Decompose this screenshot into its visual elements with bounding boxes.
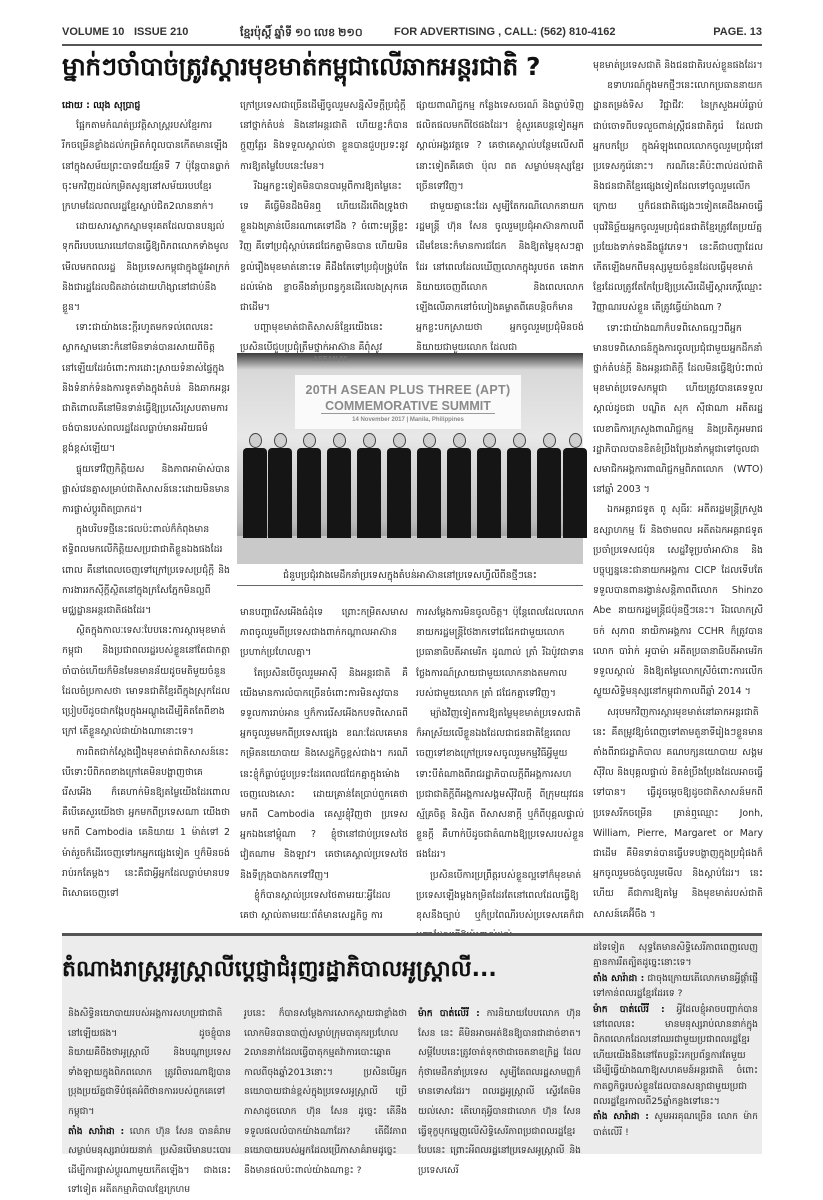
interview-text: លោក ហ៊ុន សែន បានគំរាមសម្លាប់មនុស្សរាប់រយនាក់ ប្រសិនបើមានបះបោរដើម្បីការផ្លាស់ប្ដូរណាមួយកើតឡើង។ ជាងនេះទៅទៀត អតីតកម្មាភិបាលខ្មែរក្រហម — [68, 1125, 231, 1196]
leader-figure — [447, 433, 471, 538]
speaker-name: ម៉ាក បាត់លើរី : — [593, 1003, 665, 1015]
volume-label: VOLUME 10 — [62, 26, 125, 38]
leader-figure — [537, 433, 561, 538]
interview-paragraph — [593, 971, 758, 1002]
paragraph: ឧទាហរណ៍ក្នុងមកថ្មីៗនេះលោកប្រធាននាយកដ្ឋានតម្រង់ទិស វិជ្ជាជីវៈ នៃក្រសួងអប់រំធ្លាប់ជាប់ចោទពីបទលួចពាន់ស្ត្រីជនជាតិកូរ៉េ ដែលជាអ្នកបកប្រែ ក្នុងអំឡុងពេលលោកចូលរួមប្រជុំនៅប្រទេសកូរ៉េនោះ។ ករណីនេះគឺប៉ះពាល់ដល់ជាតិ និងជនជាតិខ្មែរផ្សេងទៀតដែលទៅចូលរួមលើកក្រោយ ឬក៏ជនជាតិផ្សេងៗទៀតគេដឹងអាចធ្វើបុរេវិនិច្ឆ័យអ្នកចូលរួមប្រជុំជនជាតិខ្មែរត្រូវតែប្រយ័ត្នប្រយែងទាក់ទងនឹងផ្លូវភេទ។ នេះគឺជាបញ្ហាដែលកើតឡើងមកពីមនុស្សមួយចំនួនដែលធ្វើមុខមាត់ខ្មែរដែលត្រូវតែកែប្រែឱ្យប្រសើរដើម្បីស្ដារកេរ្ដិ៍ឈ្មោះវិញ្ញាណរបស់ខ្លួន តើត្រូវធ្វើយ៉ាងណា ? — [593, 80, 763, 314]
leader-figure — [243, 433, 267, 538]
interview-paragraph — [593, 1002, 758, 1110]
interview-paragraph — [68, 1004, 231, 1122]
khmer-issue-label: ខ្មែរប៉ុស្ដិ៍ ឆ្នាំទី ១០ លេខ ២១០ — [240, 27, 363, 39]
paragraph: ស្ថិតក្នុងកាលៈទេសៈបែបនេះការស្ដារមុខមាត់កម្ពុជា និងប្រជាពលរដ្ឋរបស់ខ្លួននៅតែជាកត្តាចាំបាច់ហើយក៏មិនមែនមានន័យដូចមតិមួយចំនួនដែលចំប្រកាសថា មោទនជាតិខ្មែរពីក្នុងស្រុកដែលប្រៀបបីដូចជាកង្កែបក្នុងអណ្ដូងដើម្បីគិតតែពីខាងក្រៅ តើខ្លួនស្គាល់ជាយ៉ាងណានោះទេ។ — [62, 625, 230, 738]
interview-headline: តំណាងរាស្ត្រអូស្ត្រាលីប្ដេជ្ញាជំរុញរដ្ឋាភិបាលអូស្ត្រាលី... — [62, 957, 497, 982]
leader-figure — [268, 433, 292, 538]
paragraph: រីឯអ្នកខ្លះទៀតមិនបានបារម្ភពីការឱ្យតម្លៃនេះទេ គឺធ្វើមិនដឹងមិនឮ ហើយដើរពើងទ្រូងថា ខ្លួនឯងគ្រាន់បើនរណាគេទៅដឹង ? ចំពោះមន្ត្រីខ្លះវិញ គឺទៅប្រជុំស្ដាប់គេជជែកគ្នាមិនបាន ហើយមិនខ្វល់រឿងមុខមាត់នោះទេ គឺដឹងតែទៅប្រជុំបង្គ្រប់តែដល់ម៉ោង ខ្លាចនឹងនាំប្រពន្ធកូនដើរលេងស្រុកគេជាដើម។ — [240, 180, 408, 314]
interview-column-3 — [418, 1004, 582, 1176]
paragraph: សរុបមកវិញការស្ដារមុខមាត់នៅឆាកអន្តរជាតិនេះ គឺតម្រូវឱ្យចំពេញទៅតាមតួនាទីរៀងៗខ្លួនមានតាំងពីរាជរដ្ឋាភិបាល គណបក្សនយោបាយ សង្គមស៊ីវិល និងបុគ្គលផ្ទាល់ ខិតខំប្រឹងប្រែងដែលអាចធ្វើទៅបាន។ ធ្វើដូចម្ដេចឱ្យដូចជាតិសាសន៍មកពីប្រទេសរីកចម្រើន គ្រាន់ឮឈ្មោះ Jonh, William, Pierre, Margaret or Mary ជាដើម គឺមិនទាន់បានធ្វើបទបង្ហាញក្នុងប្រជុំផងក៏អ្នកចូលរួមចង់ចូលរួមមើល និងស្ដាប់ដែរ។ នេះហើយ គឺជាការឱ្យតម្លៃ និងមុខមាត់របស់ជាតិសាសន៍គេអ៊ីចឹង ។ — [593, 706, 763, 920]
paragraph: ផ្អែកតាមកំណត់ប្រវត្តិសាស្ត្ររបស់ខ្មែរការរីកចម្រើនខ្លាំងដល់កម្រិតកំពូលបានកើតមានឡើងនៅក្នុងសម័យព្រះបាទជ័យវរ្ម័នទី 7 ប៉ុន្តែបានធ្លាក់ចុះមកវិញដល់កម្រិតសូន្យនៅសម័យរបបខ្មែរក្រហមដែលពលរដ្ឋខ្មែរស្លាប់ជិត2លាននាក់។ — [62, 120, 230, 213]
article-column-2-top — [240, 96, 408, 352]
speaker-name: តាំង សារ៉ាដា : — [593, 972, 645, 984]
paragraph: តែប្រសិនបើចូលរួមអាស៊ី និងអន្តរជាតិ គឺយើងមានការលំបាកច្រើនចំពោះការមិនសូវបានទទួលការរាប់អាន ឬក៏ការរើសអើងកបទពិសោធពីអ្នកចូលរួមមកពីប្រទេសផ្សេង ខណៈដែលគេមានកម្រិតនយោបាយ និងសេដ្ឋកិច្ចខ្ពស់ជាង។ ករណីនេះខ្ញុំក៏ធ្លាប់ជួបប្រទះដែរពេលជជែកគ្នាក្នុងម៉ោងចេញលេងសោះ ដោយគ្រាន់តែប្រាប់ពួកគេថាមកពី Cambodia គេសួរខ្ញុំវិញថា ប្រទេសអ្នកឯងនៅម្ដុំណា ? ខ្ញុំថានៅជាប់ប្រទេសថៃ វៀតណាម និងឡាវ។ គេថាគេស្គាល់ប្រទេសថៃ និងទីក្រុងបាងកកទៅវិញ។ — [240, 667, 408, 881]
interview-column-2 — [244, 1004, 407, 1176]
issue-label: ISSUE 210 — [134, 26, 189, 38]
byline: ដោយ : ឈុង សុប្រាជ្ញ — [62, 100, 141, 111]
paragraph: ទោះជាយ៉ាងណាក៏បទពិសោធល្អៗពីអ្នកមានបទពិសោធន៍ក្នុងការចូលប្រជុំជាមួយអ្នកដឹកនាំថ្នាក់តំបន់ក្ដី និងអន្តរជាតិក្ដី ដែលមិនធ្វើឱ្យប៉ះពាល់មុខមាត់ប្រទេសកម្ពុជា ហើយត្រូវបានគេទទួលស្គាល់ដូចជា បណ្ឌិត សុក ស៊ីផាណា អតីតរដ្ឋលេខាធិការក្រសួងពាណិជ្ជកម្ម និងប្រតិភូអមរាជរដ្ឋាភិបាលបានខិតខំប្រឹងប្រែងនាំកម្ពុជាទៅចូលជាសមាជិកអង្គការពាណិជ្ជកម្មពិភពលោក (WTO) នៅឆ្នាំ 2003 ។ — [593, 322, 763, 496]
leader-figure — [507, 433, 531, 538]
paragraph: ប្រសិនបើការប្រព្រឹត្តរបស់ខ្លួនល្អទៅក៏មុខមាត់ប្រទេសឡើងម្ដងកម្រិតដែរតែនៅពេលដែលធ្វើឱ្យខុសនឹងច្បាប់ ឬក៏ប្រពៃណីរបស់ប្រទេសគេក៏ជា — [416, 869, 584, 922]
interview-paragraph — [68, 1122, 231, 1200]
interview-text: រូបនេះ ក៏បានសម្ដែងការសោកស្ដាយជាខ្លាំងថាលោកមិនបានបាញ់សម្លាប់ក្រុមបាតុករប្រហែល 2លាននាក់ដែលធ្វើបាតុកម្មតវ៉ាការបោះឆ្នោតកាលពីចុងឆ្នាំ2013នោះ។ ប្រសិនបើអ្នកនយោបាយជាន់ខ្ពស់ក្នុងប្រទេសអូស្ត្រាលី ប្រើភាសាដូចលោក ហ៊ុន សែន ដូច្នេះ តើនឹងទទួលផលលំបាកយ៉ាងណាដែរ? តើជីវភាពនយោបាយរបស់អ្នកដែលប្រើភាសាគំរាមដូច្នេះនឹងមានផលប៉ះពាល់យ៉ាងណាខ្លះ ? — [244, 1008, 407, 1176]
paragraph: ក្នុងបរិបទថ្មីនេះផលប៉ះពាល់ក៏កំពុងមានឥទ្ធិពលមកលើកិត្តិយសប្រជាជាតិខ្លួនឯងផងដែរពោល គឺនៅពេលចេញទៅក្រៅប្រទេសប្រជុំក្ដី និងការងាររកស៊ីក្ដីស្ថិតនៅក្នុងក្រសែភ្នែកមិនល្អពីមជ្ឈដ្ឋានអន្តរជាតិផងដែរ។ — [62, 524, 230, 617]
article-column-1 — [62, 96, 230, 901]
interview-text: ដទៃទៀត សុទ្ធតែមានសិទ្ធិសេរីភាពពេញលេញគ្មានការរឹតត្បិតដូច្នេះនោះទេ។ — [593, 942, 758, 969]
paragraph: ក្រៅប្រទេសជាច្រើនដើម្បីចូលរួមសន្និសីទក្ដីប្រជុំក្ដីនៅថ្នាក់តំបន់ និងនៅអន្តរជាតិ ហើយខ្លះក៏បានក្ដួញតែ្អរ និងទទួលស្គាល់ថា ខ្លួនបានជួបប្រទះនូវការឱ្យតម្លៃបែបនេះមែន។ — [240, 100, 408, 172]
interview-column-1 — [68, 1004, 231, 1196]
speaker-name: តាំង សារ៉ាដា : — [68, 1125, 125, 1137]
interview-paragraph — [244, 1004, 407, 1180]
paragraph: បញ្ហាមុខមាត់ជាតិសាសន៍ខ្មែរយើងនេះប្រសិនបើជួបប្រជុំត្រឹមថ្នាក់អាស៊ាន គឺពុំសូវ — [240, 322, 383, 354]
leader-figure — [417, 433, 441, 538]
interview-text: អ្វីដែលខ្ញុំអាចបញ្ជាក់បាននៅពេលនេះ មានមនុស្សរាប់លាននាក់ក្នុងពិភពលោកដែលនៅឈរជាមួយប្រជាពលរដ្ឋខ្មែរ ហើយយើងនឹងនៅតែបន្តរិះរកប្រព័ន្ធការតែមួយដើម្បីធ្វើយ៉ាងណាឱ្យសហគមន៍អន្តរជាតិ ចំពោះកាតព្វកិច្ចរបស់ខ្លួនដែលបានសន្យាជាមួយប្រជាពលរដ្ឋខ្មែរកាលពី25ឆ្នាំកន្លងទៅនេះ។ — [593, 1003, 759, 1108]
masthead — [62, 24, 762, 42]
paragraph: ដោយសារស្លាកស្នាមទុរគតដែលបានបន្សល់ទុកពីរបបឃោរឃៅបានធ្វើឱ្យពិភពលោកទាំងមូលមើលមកពលរដ្ឋ និងប្រទេសកម្ពុជាក្នុងផ្លូវអាក្រក់ និងជារដ្ឋដែលជិតដាច់ដោយហិង្សានៅជាប់នឹងខ្លួន។ — [62, 221, 230, 314]
paragraph: ផ្ទុយទៅវិញកិត្តិយស និងភាពអាម៉ាស់បានផ្លាស់វេនគ្នាសម្រាប់ជាតិសាសន៍នេះដោយមិនមានការផ្លាស់ប្ដូរពិតប្រាកដ។ — [62, 463, 230, 516]
banner-line-2: COMMEMORATIVE SUMMIT — [321, 399, 495, 414]
interview-text: សូមអរគុណច្រើន លោក ម៉ាក បាត់លើរី ! — [593, 1111, 758, 1138]
leader-figure — [297, 433, 321, 538]
interview-paragraph — [593, 1109, 758, 1140]
article-column-4 — [593, 56, 763, 920]
article-column-2-bottom — [240, 603, 408, 922]
paragraph: ជាមួយគ្នានេះដែរ សូម្បីតែករណីលោកនាយករដ្ឋមន្ត្រី ហ៊ុន សែន ចូលរួមប្រជុំអាស៊ានកាលពីដើមខែនេះក៏មានការជជែក និងឱ្យតម្លៃខុសៗគ្នាដែរ នៅពេលដែលឃើញលោកក្នុងរូបថត គេងាកនិយាយចេញពីលោក និងពេលលោកឡើងលើឆាកនៅចំហៀងគម្លាតពីគេបន្តិចក៏មានអ្នកខ្លះបកស្រាយថា អ្នកចូលរួមប្រជុំមិនចង់និយាយជាមួយលោក ដែលជា — [416, 201, 584, 354]
paragraph: ទោះជាយ៉ាងនេះក្ដីរហូតមកទល់ពេលនេះស្លាកស្នាមនោះក៏នៅមិនទាន់បានរសាយពីចិត្តនៅឡើយដែរចំពោះការដោះស្រាយទំនាស់ផ្ទៃក្នុង និងទំនាក់ទំនងការទូតទាំងក្នុងតំបន់ និងឆាកអន្តរជាតិពោលគឺនៅមិនទាន់ធ្វើឱ្យប្រសើរស្របតាមការចង់បានរបស់ពលរដ្ឋដែលធ្លាប់មានអរិយធម៌ខ្ពង់ខ្ពស់ឡើយ។ — [62, 322, 230, 455]
interview-text: ការនិយាយបែបលោក ហ៊ុន សែន នេះ គឺមិនអាចអត់ឱនឱ្យបានជាដាច់ខាត។ សម្ដីបែបនេះត្រូវចាត់ទុកថាជាចេតនាឧក្រិដ្ឋ ដែលកុំថាមេដឹកនាំប្រទេស សូម្បីតែពលរដ្ឋសាមញ្ញក៏មានទោសដែរ។ ពលរដ្ឋអូស្ត្រាលី ស្ទើរតែមិនយល់សោះ តើហេតុអ្វីបានជាលោក ហ៊ុន សែន ធ្វើទុក្ខបុកម្នេញលើសិទ្ធិសេរីភាពប្រជាពលរដ្ឋខ្មែរបែបនេះ ព្រោះអីពលរដ្ឋនៅប្រទេសអូស្ត្រាលី និងប្រទេសសេរី — [418, 1008, 582, 1176]
paragraph: ឯកអគ្គរាជទូត ពូ សុធីរៈ អតីតរដ្ឋមន្ត្រីក្រសួងឧស្សាហកម្ម រ៉ែ និងថាមពល អតីតឯកអគ្គរាជទូតប្រចាំប្រទេសជប៉ុន សេដ្ឋវិទូប្រចាំអាស៊ាន និងបច្ចុប្បន្ននេះជានាយកអង្គការ CICP ដែលទើបតែទទួលបានពានរង្វាន់សន្តិភាពពីលោក Shinzo Abe នាយករដ្ឋមន្ត្រីជប៉ុនថ្មីៗនេះ។ រីឯលោកស្រី ចក់ សុភាព នាយិកាអង្គការ CCHR ក៏ត្រូវបានលោក បារ៉ាក់ អូបាម៉ា អតីតប្រធានាធិបតីអាមេរិកទទួលស្គាល់ និងឱ្យតម្លៃលោកស្រីចំពោះការលើកស្ទួយសិទ្ធិមនុស្សនៅកម្ពុជាកាលពីឆ្នាំ 2014 ។ — [593, 504, 763, 698]
speaker-name: ម៉ាក បាត់លើរី : — [418, 1008, 480, 1019]
summit-banner — [295, 375, 521, 429]
leader-figure — [327, 433, 351, 538]
interview-column-4 — [593, 940, 758, 1152]
interview-paragraph — [418, 1004, 581, 1180]
paragraph: ខ្ញុំក៏បានស្គាល់ប្រទេសថៃតាមរយៈអ្វីដែលគេថា ស្គាល់តាមរយៈព័ត៌មានសេដ្ឋកិច្ច ការ — [240, 889, 391, 922]
article-column-3-top — [416, 96, 584, 352]
leader-figure — [563, 433, 587, 538]
leader-figure — [477, 433, 501, 538]
interview-text: និងសិទ្ធិនយោបាយរបស់អង្គការសហប្រជាជាតិនៅឡើយផង។ ដូចខ្ញុំបាននិយាយគឺចឹងថាអូស្ត្រាលី និងបណ្ដាប្រទេសទាំងឡាយក្នុងពិភពលោក ត្រូវពិចារណាឱ្យបានប្រុងប្រយ័ត្នជាទីបំផុតអំពីថានការរបស់ពួកគេទៅកម្ពុជា។ — [68, 1008, 231, 1117]
paragraph: ម្យ៉ាងវិញទៀតការឱ្យតម្លៃមុខមាត់ប្រទេសជាតិក៏អាស្រ័យលើខ្លួនឯងដែលជាជនជាតិខ្មែរពេលចេញទៅខាងក្រៅប្រទេសចូលរួមកម្មវិធីអ្វីមួយ ទោះបីតំណាងពីរាជរដ្ឋាភិបាលក្ដីពីអង្គការសហប្រជាជាតិក្ដីពីអង្គការសង្គមស៊ីវិលក្ដី ពីក្រុមយុវជនស្ម័គ្រចិត្ត និស្សិត ពីសាសនាក្ដី ឬក៏ពីបុគ្គលផ្ទាល់ខ្លួនក្ដី គឺហាក់បីដូចជាតំណាងឱ្យប្រទេសរបស់ខ្លួនផងដែរ។ — [416, 708, 584, 861]
advertising-contact: FOR ADVERTISING , CALL: (562) 810-4162 — [394, 26, 616, 38]
interview-text: ជាចុងក្រោយតើលោកមានអ្វីផ្ដាំផ្ញើទៅកាន់ពលរដ្ឋខ្មែរដែរទេ ? — [593, 972, 758, 1000]
article-headline: ម្នាក់ៗចាំបាច់ត្រូវស្ដារមុខមាត់កម្ពុជាលើឆាកអន្តរជាតិ ? — [62, 52, 540, 81]
paragraph: ការពិតជាក់ស្ដែងរឿងមុខមាត់ជាតិសាសន៍នេះ បើទោះបីពិភពខាងក្រៅគេមិនបង្ហាញថាគេរើសអើង ក៏គេហាក់មិនឱ្យតម្លៃយើងដែរពោល គឺបើគេសួរយើងថា អ្នកមកពីប្រទេសណា យើងថាមកពី Cambodia គេនិយាយ 1 ម៉ាត់ទៅ 2 ម៉ាត់រួចក៏ដើរចេញទៅរកអ្នកផ្សេងទៀត ឬក៏មិនចង់រាប់រកតែម្ដង។ នេះគឺជាអ្វីអ្នកដែលធ្លាប់មានបទពិសោធចេញទៅ — [62, 746, 230, 899]
leader-figure — [387, 433, 411, 538]
page-number: PAGE. 13 — [713, 26, 762, 38]
paragraph: ការសម្ដែងការមិនចូលចិត្ត។ ប៉ុន្តែពេលដែលលោកនាយករដ្ឋមន្ត្រីថៃងាកទៅជជែកជាមួយលោកប្រធានាធិបតីអាមេរិក ដូណាល់ ត្រាំ រីឯប៉ូវជាទានថ្លែងការណ៍ស្រាយជាមួយលោកនាងតមកាលរបស់ជាមួយលោក ត្រាំ ជជែកគ្នាទៅវិញ។ — [416, 607, 584, 699]
stage-floor — [237, 536, 583, 564]
banner-line-3: 14 November 2017 | Manila, Philippines — [352, 417, 464, 423]
article-column-3-bottom — [416, 603, 584, 922]
speaker-name: តាំង សារ៉ាដា : — [593, 1111, 649, 1123]
paragraph: ផ្សាយពាណិជ្ជកម្ម កន្លែងទេសចរណ៍ និងធ្លាប់ទិញផលិតផលមកពីថៃផងដែរ។ ខ្ញុំសួរគេបន្តទៀតអ្នកស្គាល់អង្គរវត្តទេ ? គេថាគេស្គាល់បន្ថែមលើសពីនោះទៀតគឺគេថា ប៉ុល ពត សម្លាប់មនុស្សខ្មែរច្រើនទៅវិញ។ — [416, 100, 584, 192]
paragraph: មានបញ្ហារើសអើងធំដុំទេ ព្រោះកម្រិតសមាស ភាពចូលរួមពីប្រទេសជាងពាក់កណ្ដាលអាស៊ានប្រហាក់ប្រហែលគ្នា។ — [240, 607, 408, 659]
banner-line-1: 20TH ASEAN PLUS THREE (APT) — [305, 383, 511, 397]
paragraph: មុខមាត់ប្រទេសជាតិ និងជនជាតិរបស់ខ្លួនផងដែរ។ — [593, 60, 763, 71]
masthead-divider — [62, 44, 762, 46]
asean-50-logo: ASEAN 50 — [313, 356, 348, 363]
caption-divider — [237, 585, 583, 586]
summit-photo — [237, 353, 583, 564]
interview-paragraph — [593, 940, 758, 971]
leader-figure — [357, 433, 381, 538]
photo-caption: ជំនួបប្រជុំរវាងមេដឹកនាំប្រទេសក្នុងតំបន់អាស៊ាននៅប្រទេសហ្វីលីពីនថ្មីៗនេះ — [283, 570, 537, 581]
